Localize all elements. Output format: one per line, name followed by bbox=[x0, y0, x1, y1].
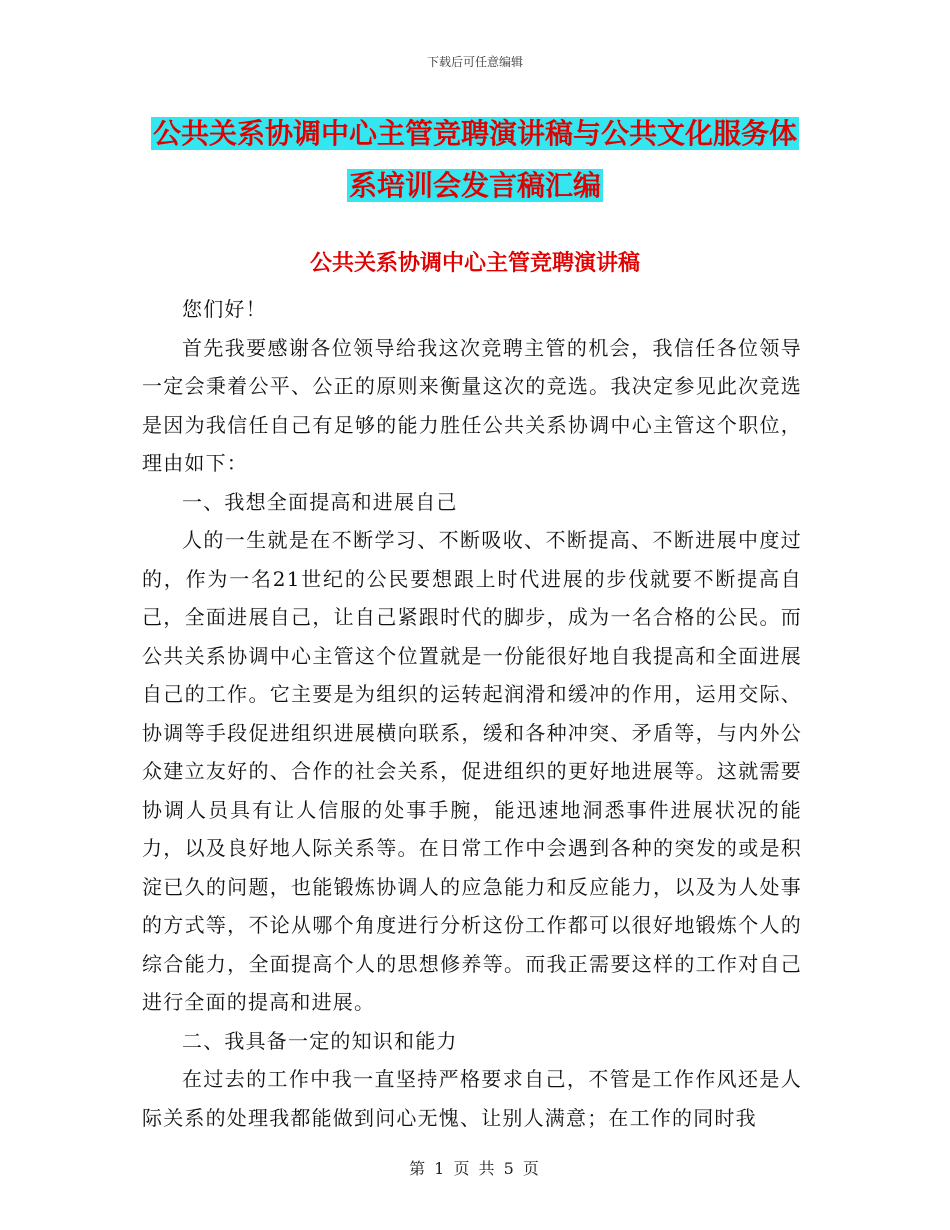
paragraph-greeting: 您们好！ bbox=[182, 297, 267, 321]
paragraph-section-1: 人的一生就是在不断学习、不断吸收、不断提高、不断进展中度过的，作为一名21世纪的公民要想跟上时代进展的步伐就要不断提高自己，全面进展自己，让自己紧跟时代的脚步，成为一名合格的公民。而公共关系协调中心主管这个位置就是一份能很好地自我提高和全面进展自己的工作。它主要是为组织的运转起润滑和缓冲的作用，运用交际、协调等手段促进组织进展横向联系，缓和各种冲突、矛盾等，与内外公众建立友好的、合作的社会关系，促进组织的更好地进展等。这就需要协调人员具有让人信服的处事手腕，能迅速地洞悉事件进展状况的能力，以及良好地人际关系等。在日常工作中会遇到各种的突发的或是积淀已久的问题，也能锻炼协调人的应急能力和反应能力，以及为人处事的方式等，不论从哪个角度进行分析这份工作都可以很好地锻炼个人的综合能力，全面提高个人的思想修养等。而我正需要这样的工作对自己进行全面的提高和进展。 bbox=[142, 528, 802, 1014]
page-footer: 第 1 页 共 5 页 bbox=[409, 1159, 541, 1178]
section-heading-1: 一、我想全面提高和进展自己 bbox=[182, 489, 458, 514]
document-body bbox=[142, 290, 802, 1137]
document-title-line-2: 系培训会发言稿汇编 bbox=[348, 169, 601, 202]
document-title-line-1: 公共关系协调中心主管竞聘演讲稿与公共文化服务体 bbox=[152, 117, 797, 150]
document-title bbox=[140, 108, 810, 212]
paragraph-intro: 首先我要感谢各位领导给我这次竞聘主管的机会，我信任各位领导一定会秉着公平、公正的原则来衡量这次的竞选。我决定参见此次竞选是因为我信任自己有足够的能力胜任公共关系协调中心主管这个职位，理由如下： bbox=[142, 335, 802, 475]
paragraph-section-2: 在过去的工作中我一直坚持严格要求自己，不管是工作作风还是人际关系的处理我都能做到问心无愧、让别人满意；在工作的同时我 bbox=[142, 1067, 802, 1130]
section-title: 公共关系协调中心主管竞聘演讲稿 bbox=[309, 251, 640, 276]
section-heading-2: 二、我具备一定的知识和能力 bbox=[182, 1028, 458, 1053]
header-note: 下载后可任意编辑 bbox=[426, 55, 523, 69]
